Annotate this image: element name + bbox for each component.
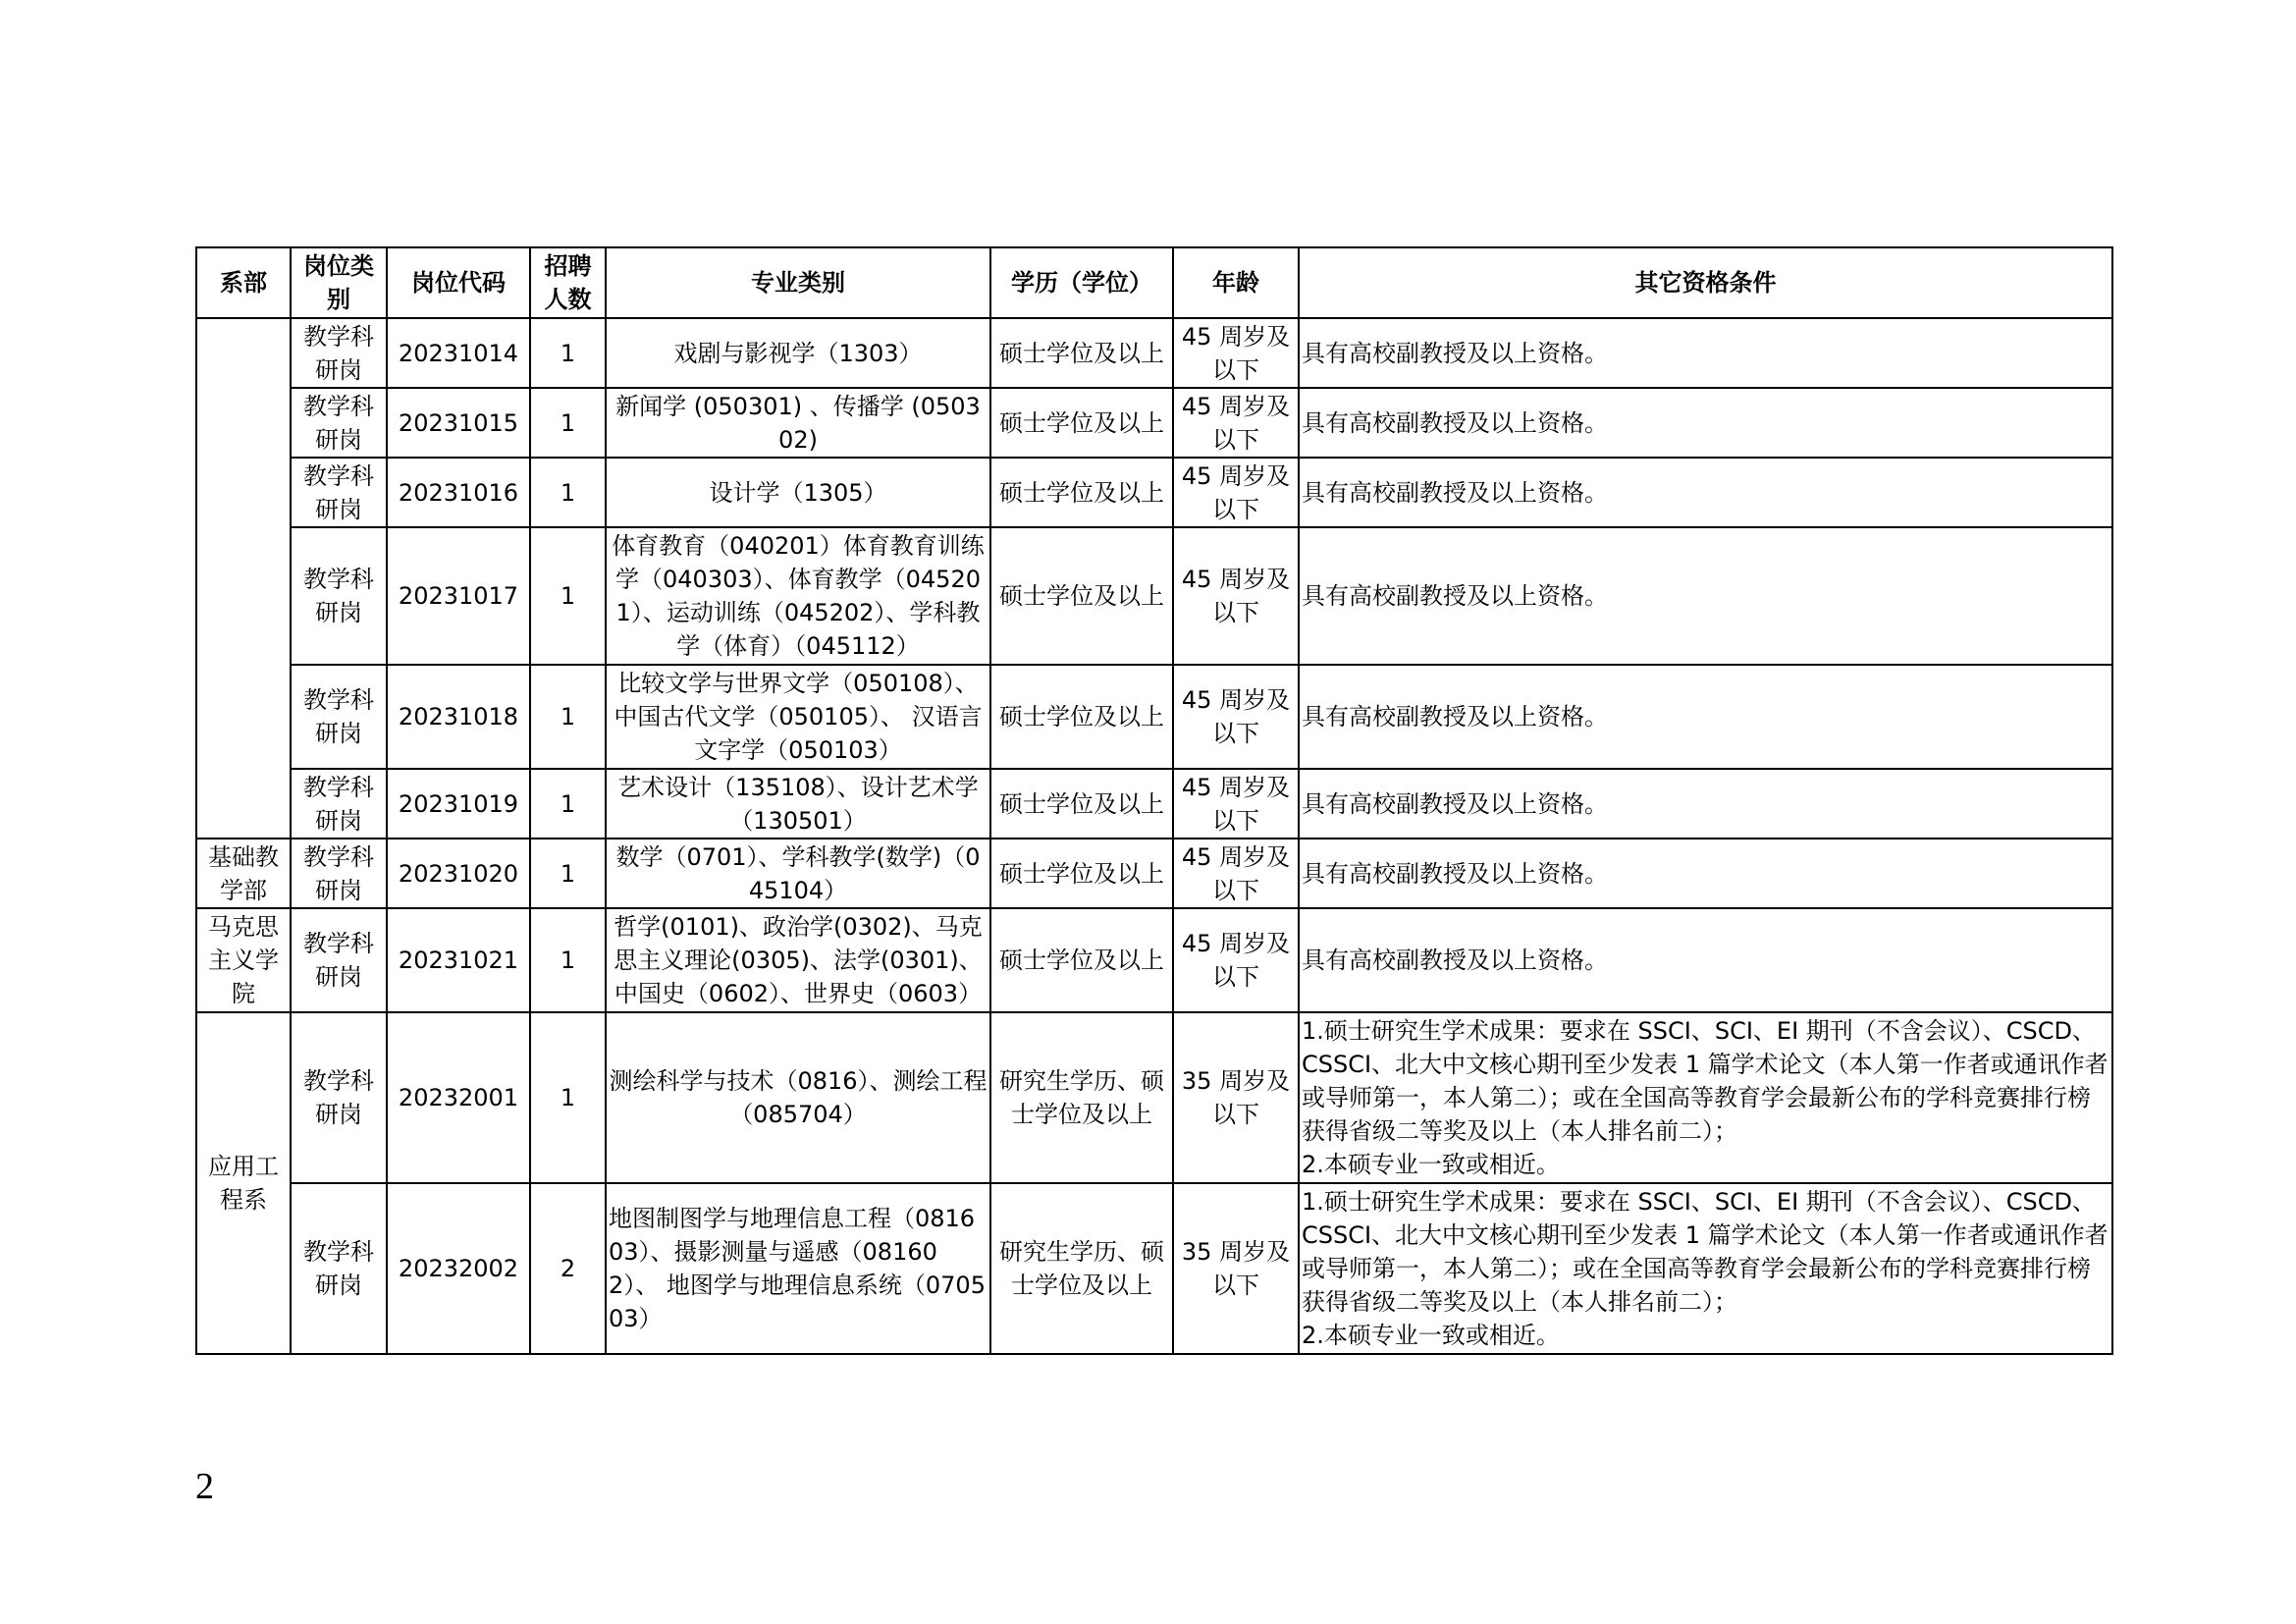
count-cell: 1 — [530, 665, 606, 769]
education-cell: 硕士学位及以上 — [990, 318, 1173, 388]
col-header-code: 岗位代码 — [387, 247, 530, 318]
major-cell: 体育教育（040201）体育教育训练学（040303）、体育教学（045201）、运动训练（045202）、学科教学（体育）（045112） — [606, 527, 990, 665]
age-cell: 45 周岁及以下 — [1173, 839, 1299, 908]
education-cell: 硕士学位及以上 — [990, 527, 1173, 665]
col-header-major: 专业类别 — [606, 247, 990, 318]
page-number: 2 — [195, 1466, 214, 1507]
age-cell: 45 周岁及以下 — [1173, 908, 1299, 1012]
age-cell: 45 周岁及以下 — [1173, 769, 1299, 839]
header-row — [196, 247, 2112, 318]
count-cell: 2 — [530, 1183, 606, 1354]
table-row — [196, 908, 2112, 1012]
dept-cell: 马克思主义学院 — [196, 908, 291, 1012]
age-cell: 45 周岁及以下 — [1173, 388, 1299, 458]
other-cell: 具有高校副教授及以上资格。 — [1299, 769, 2112, 839]
count-cell: 1 — [530, 388, 606, 458]
code-cell: 20231017 — [387, 527, 530, 665]
other-cell: 具有高校副教授及以上资格。 — [1299, 318, 2112, 388]
major-cell: 戏剧与影视学（1303） — [606, 318, 990, 388]
age-cell: 45 周岁及以下 — [1173, 458, 1299, 527]
code-cell: 20231015 — [387, 388, 530, 458]
code-cell: 20232001 — [387, 1012, 530, 1183]
table-row — [196, 839, 2112, 908]
other-cell: 具有高校副教授及以上资格。 — [1299, 665, 2112, 769]
education-cell: 硕士学位及以上 — [990, 458, 1173, 527]
col-header-count: 招聘人数 — [530, 247, 606, 318]
count-cell: 1 — [530, 839, 606, 908]
dept-cell: 应用工程系 — [196, 1012, 291, 1354]
category-cell: 教学科研岗 — [291, 318, 387, 388]
col-header-category: 岗位类别 — [291, 247, 387, 318]
education-cell: 研究生学历、硕士学位及以上 — [990, 1183, 1173, 1354]
count-cell: 1 — [530, 458, 606, 527]
table-row — [196, 769, 2112, 839]
count-cell: 1 — [530, 318, 606, 388]
count-cell: 1 — [530, 908, 606, 1012]
col-header-dept: 系部 — [196, 247, 291, 318]
other-cell: 具有高校副教授及以上资格。 — [1299, 458, 2112, 527]
table-row — [196, 318, 2112, 388]
other-cell: 具有高校副教授及以上资格。 — [1299, 908, 2112, 1012]
major-cell: 新闻学 (050301) 、传播学 (050302) — [606, 388, 990, 458]
education-cell: 硕士学位及以上 — [990, 388, 1173, 458]
other-cell: 具有高校副教授及以上资格。 — [1299, 839, 2112, 908]
table-row — [196, 527, 2112, 665]
count-cell: 1 — [530, 527, 606, 665]
count-cell: 1 — [530, 769, 606, 839]
count-cell: 1 — [530, 1012, 606, 1183]
major-cell: 数学（0701）、学科教学(数学)（045104） — [606, 839, 990, 908]
education-cell: 硕士学位及以上 — [990, 665, 1173, 769]
code-cell: 20231020 — [387, 839, 530, 908]
table-row — [196, 1012, 2112, 1183]
code-cell: 20231018 — [387, 665, 530, 769]
category-cell: 教学科研岗 — [291, 527, 387, 665]
education-cell: 研究生学历、硕士学位及以上 — [990, 1012, 1173, 1183]
category-cell: 教学科研岗 — [291, 458, 387, 527]
other-cell: 具有高校副教授及以上资格。 — [1299, 527, 2112, 665]
code-cell: 20231019 — [387, 769, 530, 839]
major-cell: 比较文学与世界文学（050108）、中国古代文学（050105）、 汉语言文字学（050103） — [606, 665, 990, 769]
recruitment-table — [195, 246, 2113, 1355]
dept-cell: 基础教学部 — [196, 839, 291, 908]
col-header-education: 学历（学位） — [990, 247, 1173, 318]
table-row — [196, 388, 2112, 458]
category-cell: 教学科研岗 — [291, 769, 387, 839]
category-cell: 教学科研岗 — [291, 388, 387, 458]
table-row — [196, 1183, 2112, 1354]
other-cell: 1.硕士研究生学术成果：要求在 SSCI、SCI、EI 期刊（不含会议）、CSCD、CSSCI、北大中文核心期刊至少发表 1 篇学术论文（本人第一作者或通讯作者或导师第一，本人第二）；或在全国高等教育学会最新公布的学科竞赛排行榜获得省级二等奖及以上（本人排名前二）； 2.本硕专业一致或相近。 — [1299, 1183, 2112, 1354]
major-cell: 测绘科学与技术（0816）、测绘工程（085704） — [606, 1012, 990, 1183]
code-cell: 20231021 — [387, 908, 530, 1012]
age-cell: 35 周岁及以下 — [1173, 1012, 1299, 1183]
category-cell: 教学科研岗 — [291, 1183, 387, 1354]
major-cell: 地图制图学与地理信息工程（081603）、摄影测量与遥感（081602）、 地图学与地理信息系统（070503） — [606, 1183, 990, 1354]
other-cell: 1.硕士研究生学术成果：要求在 SSCI、SCI、EI 期刊（不含会议）、CSCD、CSSCI、北大中文核心期刊至少发表 1 篇学术论文（本人第一作者或通讯作者或导师第一，本人第二）；或在全国高等教育学会最新公布的学科竞赛排行榜获得省级二等奖及以上（本人排名前二）； 2.本硕专业一致或相近。 — [1299, 1012, 2112, 1183]
age-cell: 45 周岁及以下 — [1173, 527, 1299, 665]
education-cell: 硕士学位及以上 — [990, 839, 1173, 908]
major-cell: 设计学（1305） — [606, 458, 990, 527]
age-cell: 45 周岁及以下 — [1173, 318, 1299, 388]
major-cell: 哲学(0101)、政治学(0302)、马克思主义理论(0305)、法学(0301)、中国史（0602）、世界史（0603） — [606, 908, 990, 1012]
category-cell: 教学科研岗 — [291, 908, 387, 1012]
col-header-age: 年龄 — [1173, 247, 1299, 318]
col-header-other: 其它资格条件 — [1299, 247, 2112, 318]
major-cell: 艺术设计（135108）、设计艺术学（130501） — [606, 769, 990, 839]
education-cell: 硕士学位及以上 — [990, 908, 1173, 1012]
age-cell: 45 周岁及以下 — [1173, 665, 1299, 769]
other-cell: 具有高校副教授及以上资格。 — [1299, 388, 2112, 458]
dept-cell — [196, 318, 291, 839]
table-row — [196, 458, 2112, 527]
code-cell: 20231016 — [387, 458, 530, 527]
code-cell: 20231014 — [387, 318, 530, 388]
category-cell: 教学科研岗 — [291, 1012, 387, 1183]
category-cell: 教学科研岗 — [291, 665, 387, 769]
age-cell: 35 周岁及以下 — [1173, 1183, 1299, 1354]
education-cell: 硕士学位及以上 — [990, 769, 1173, 839]
category-cell: 教学科研岗 — [291, 839, 387, 908]
code-cell: 20232002 — [387, 1183, 530, 1354]
table-row — [196, 665, 2112, 769]
